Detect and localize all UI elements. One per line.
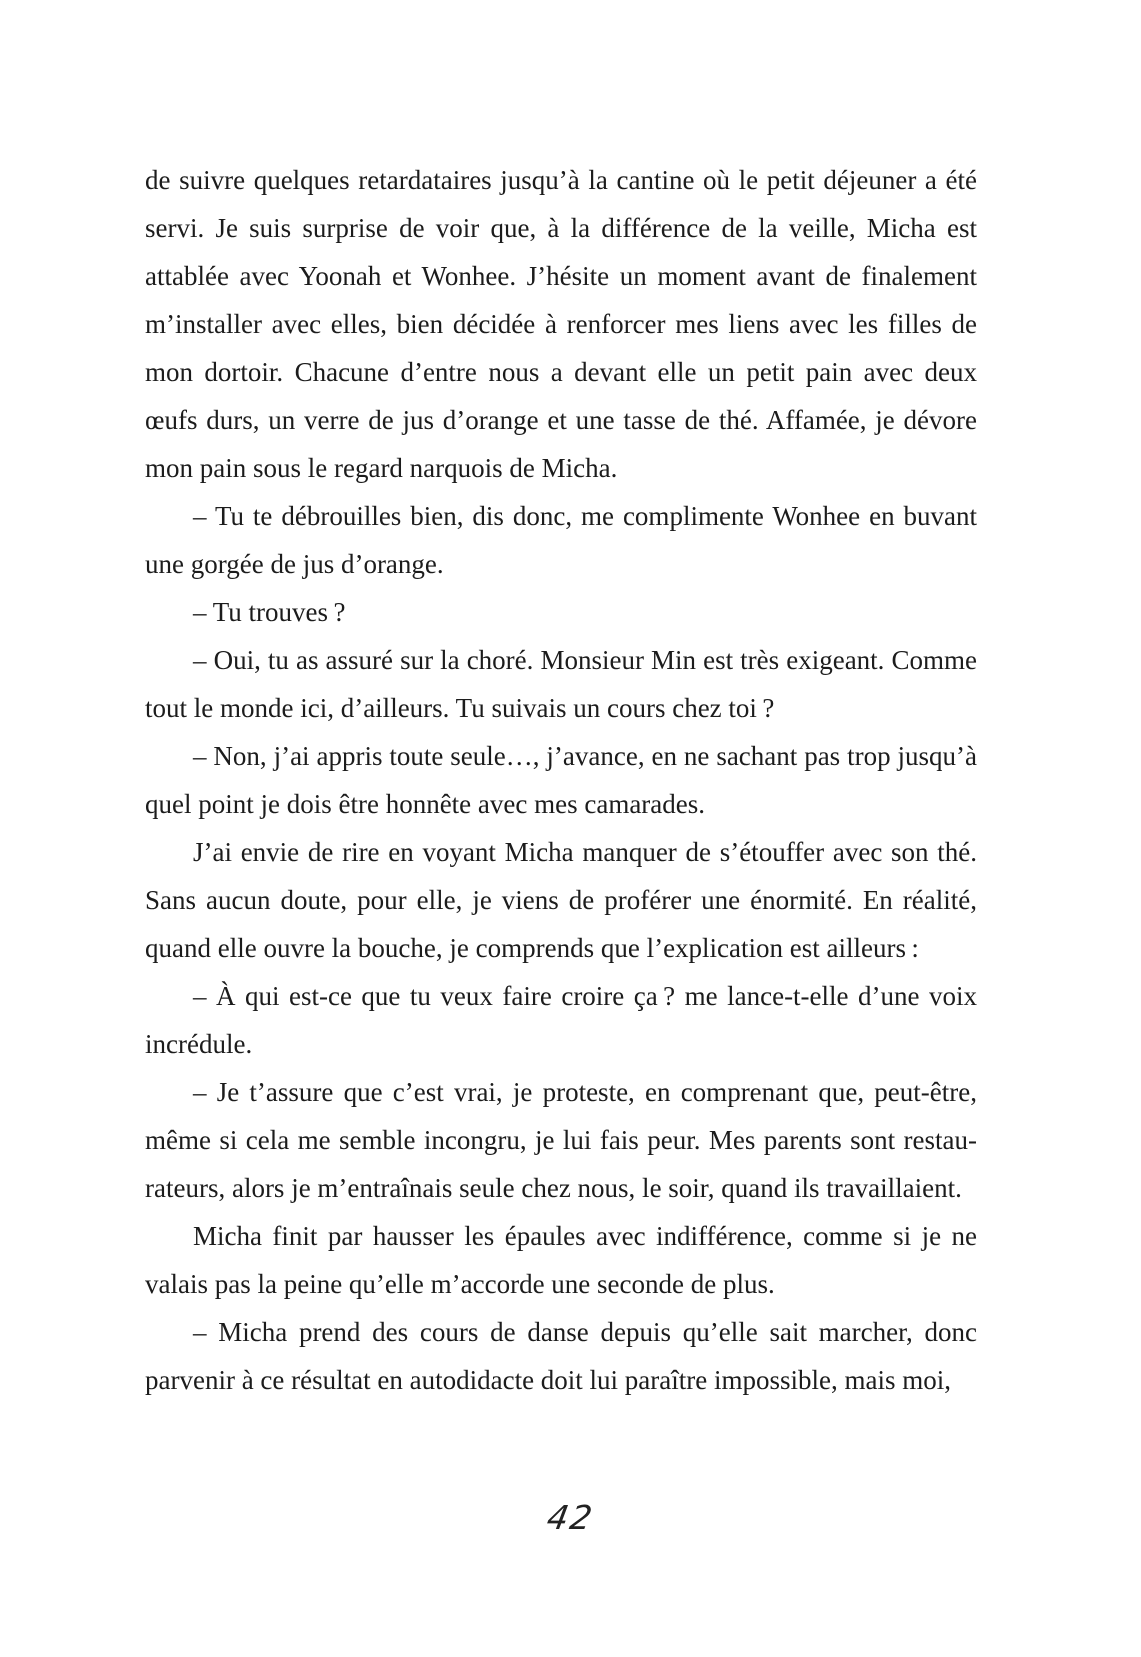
paragraph: – Non, j’ai appris toute seule…, j’avance, en ne sachant pas trop jusqu’à quel point je dois être honnête avec mes camarades. bbox=[145, 741, 977, 819]
paragraph: – Je t’assure que c’est vrai, je proteste, en comprenant que, peut-être, même si cela me semble incongru, je lui fais peur. Mes parents sont restaurateurs, alors je m’entraînais seule chez nous, le soir, quand ils travaillaient. bbox=[145, 1077, 977, 1203]
paragraph: – À qui est-ce que tu veux faire croire ça ? me lance-t-elle d’une voix incrédule. bbox=[145, 981, 977, 1059]
paragraph: J’ai envie de rire en voyant Micha manquer de s’étouffer avec son thé. Sans aucun doute, pour elle, je viens de proférer une énormité. En réalité, quand elle ouvre la bouche, je comprends que l’explication est ailleurs : bbox=[145, 837, 977, 963]
paragraph: – Tu trouves ? bbox=[193, 597, 346, 627]
paragraph: – Oui, tu as assuré sur la choré. Monsieur Min est très exigeant. Comme tout le monde ici, d’ailleurs. Tu suivais un cours chez toi ? bbox=[145, 645, 977, 723]
page-number: 42 bbox=[544, 1498, 597, 1537]
paragraph: – Tu te débrouilles bien, dis donc, me complimente Wonhee en buvant une gorgée de jus d’orange. bbox=[145, 501, 977, 579]
paragraph: – Micha prend des cours de danse depuis qu’elle sait marcher, donc parvenir à ce résultat en autodidacte doit lui paraître impossible, mais moi, bbox=[145, 1317, 977, 1395]
paragraph: Micha finit par hausser les épaules avec indifférence, comme si je ne valais pas la peine qu’elle m’accorde une seconde de plus. bbox=[145, 1221, 977, 1299]
paragraph: de suivre quelques retardataires jusqu’à la cantine où le petit déjeuner a été servi. Je suis surprise de voir que, à la différence de la veille, Micha est attablée avec Yoonah et Wonhee. J’hésite un moment avant de finalement m’installer avec elles, bien décidée à renforcer mes liens avec les filles de mon dortoir. Chacune d’entre nous a devant elle un petit pain avec deux œufs durs, un verre de jus d’orange et une tasse de thé. Affamée, je dévore mon pain sous le regard narquois de Micha. bbox=[145, 165, 977, 483]
page-text bbox=[145, 156, 977, 1404]
